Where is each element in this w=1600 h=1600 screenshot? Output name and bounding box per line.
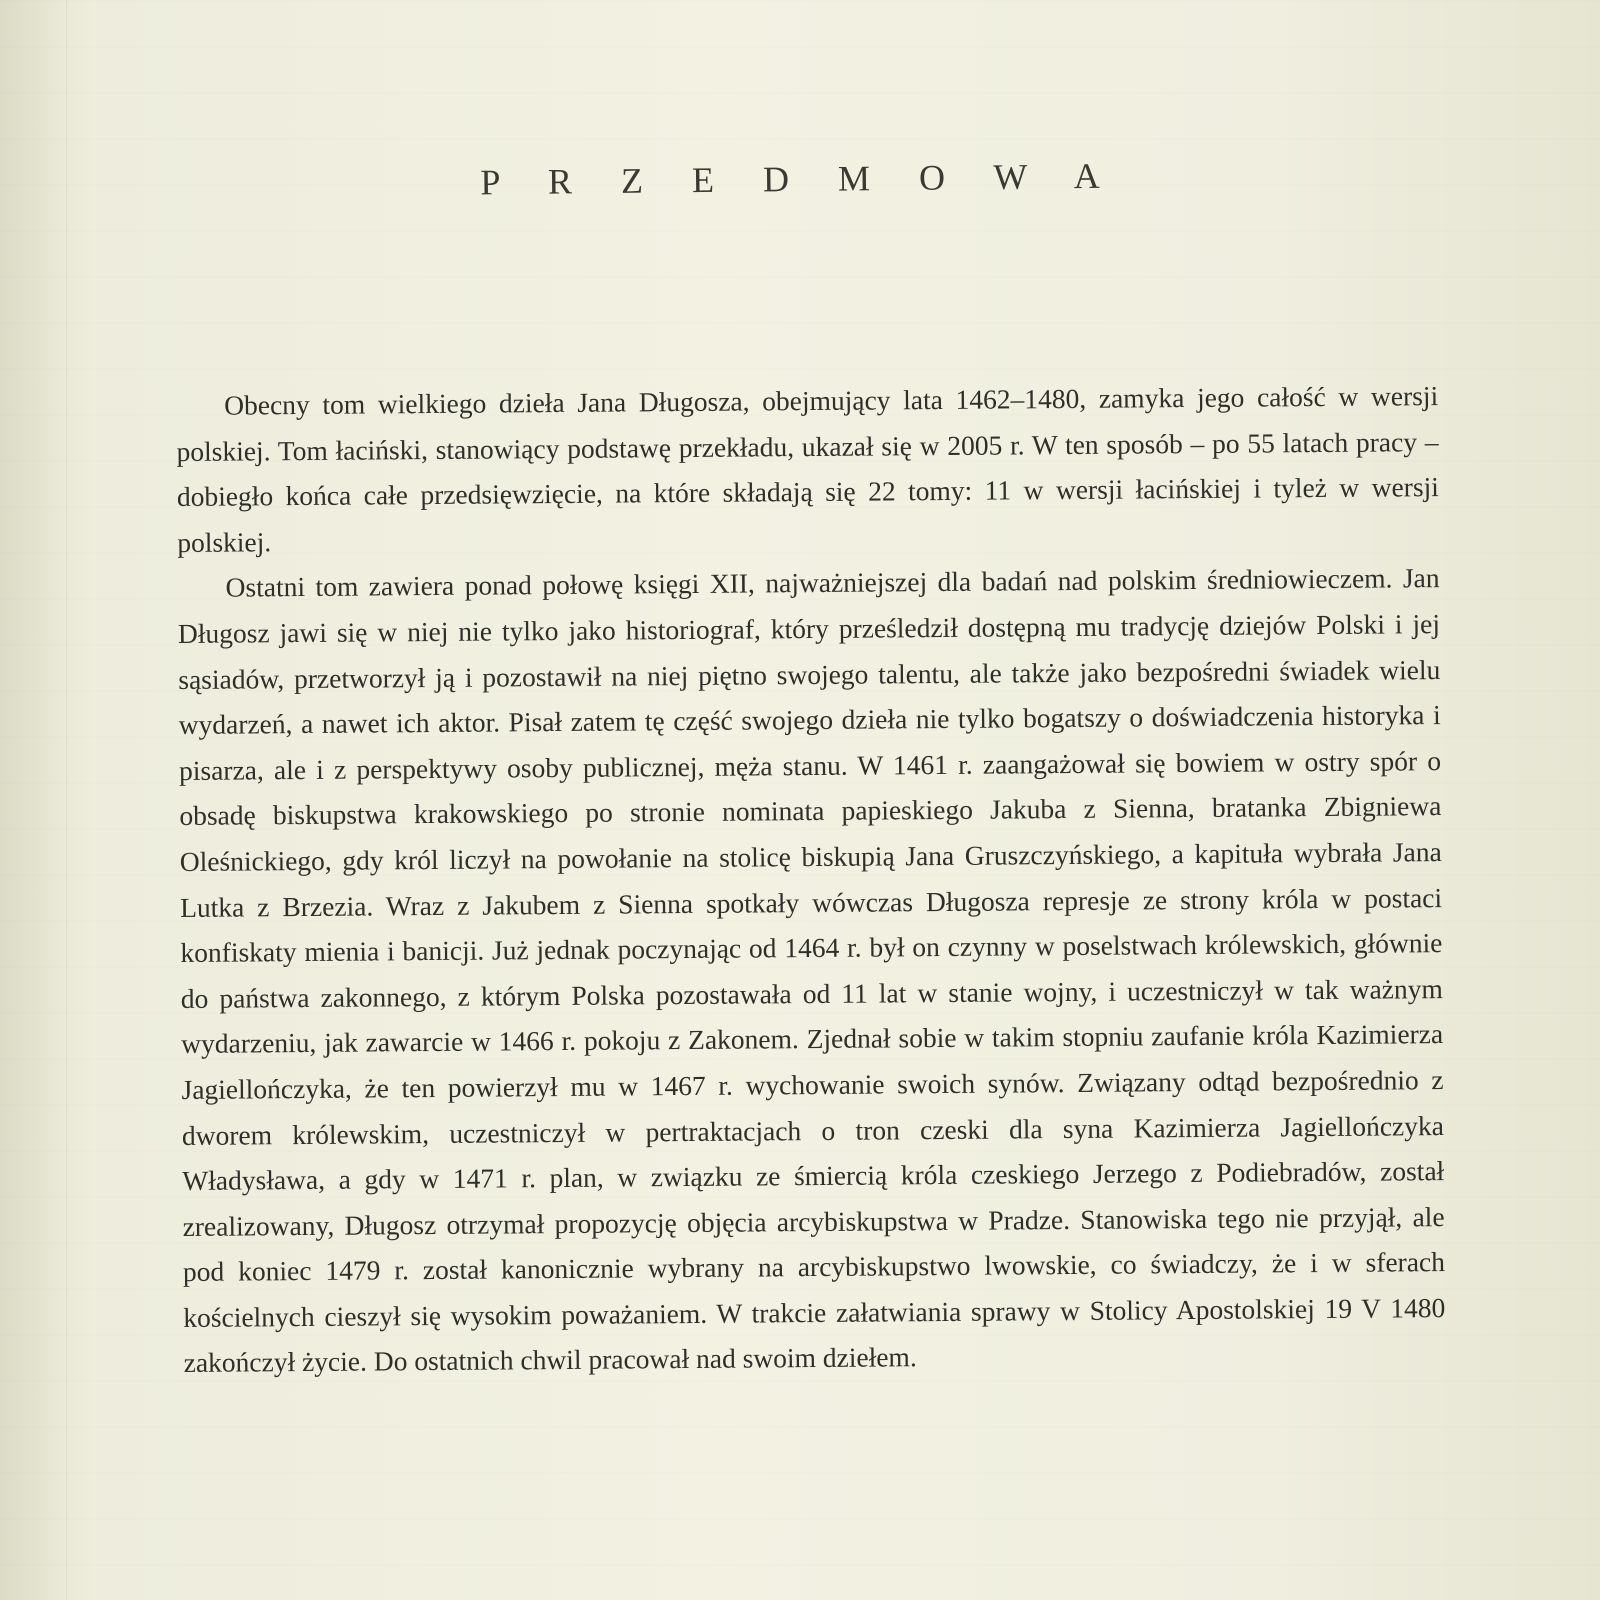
- paragraph-1: Obecny tom wielkiego dzieła Jana Długosza, obejmujący lata 1462–1480, zamyka jego całość w wersji polskiej. Tom łaciński, stanowiący podstawę przekładu, ukazał się w 2005 r. W ten sposób – po 55 latach pracy – dobiegło końca całe przedsięwzięcie, na które składają się 22 tomy: 11 w wersji łacińskiej i tyleż w wersji polskiej.: [176, 380, 1439, 558]
- body-text: [176, 373, 1446, 1386]
- page-title: P R Z E D M O W A: [480, 155, 1120, 203]
- page-gutter: [0, 0, 67, 1600]
- paragraph-2: Ostatni tom zawiera ponad połowę księgi XII, najważniejszej dla badań nad polskim średniowieczem. Jan Długosz jawi się w niej nie tylko jako historiograf, który prześledził dostępną mu tradycję dziejów Polski i jej sąsiadów, przetworzył ją i pozostawił na niej piętno swojego talentu, ale także jako bezpośredni świadek wielu wydarzeń, a nawet ich aktor. Pisał zatem tę część swojego dzieła nie tylko bogatszy o doświadczenia historyka i pisarza, ale i z perspektywy osoby publicznej, męża stanu. W 1461 r. zaangażował się bowiem w ostry spór o obsadę biskupstwa krakowskiego po stronie nominata papieskiego Jakuba z Sienna, bratanka Zbigniewa Oleśnickiego, gdy król liczył na powołanie na stolicę biskupią Jana Gruszczyńskiego, a kapituła wybrała Jana Lutka z Brzezia. Wraz z Jakubem z Sienna spotkały wówczas Długosza represje ze strony króla w postaci konfiskaty mienia i banicji. Już jednak poczynając od 1464 r. był on czynny w poselstwach królewskich, głównie do państwa zakonnego, z którym Polska pozostawała od 11 lat w stanie wojny, i uczestniczył w tak ważnym wydarzeniu, jak zawarcie w 1466 r. pokoju z Zakonem. Zjednał sobie w takim stopniu zaufanie króla Kazimierza Jagiellończyka, że ten powierzył mu w 1467 r. wychowanie swoich synów. Związany odtąd bezpośrednio z dworem królewskim, uczestniczył w pertraktacjach o tron czeski dla syna Kazimierza Jagiellończyka Władysława, a gdy w 1471 r. plan, w związku ze śmiercią króla czeskiego Jerzego z Podiebradów, został zrealizowany, Długosz otrzymał propozycję objęcia arcybiskupstwa w Pradze. Stanowiska tego nie przyjął, ale pod koniec 1479 r. został kanonicznie wybrany na arcybiskupstwo lwowskie, co świadczy, że i w sferach kościelnych cieszył się wysokim poważaniem. W trakcie załatwiania sprawy w Stolicy Apostolskiej 19 V 1480 zakończył życie. Do ostatnich chwil pracował nad swoim dziełem.: [177, 562, 1446, 1379]
